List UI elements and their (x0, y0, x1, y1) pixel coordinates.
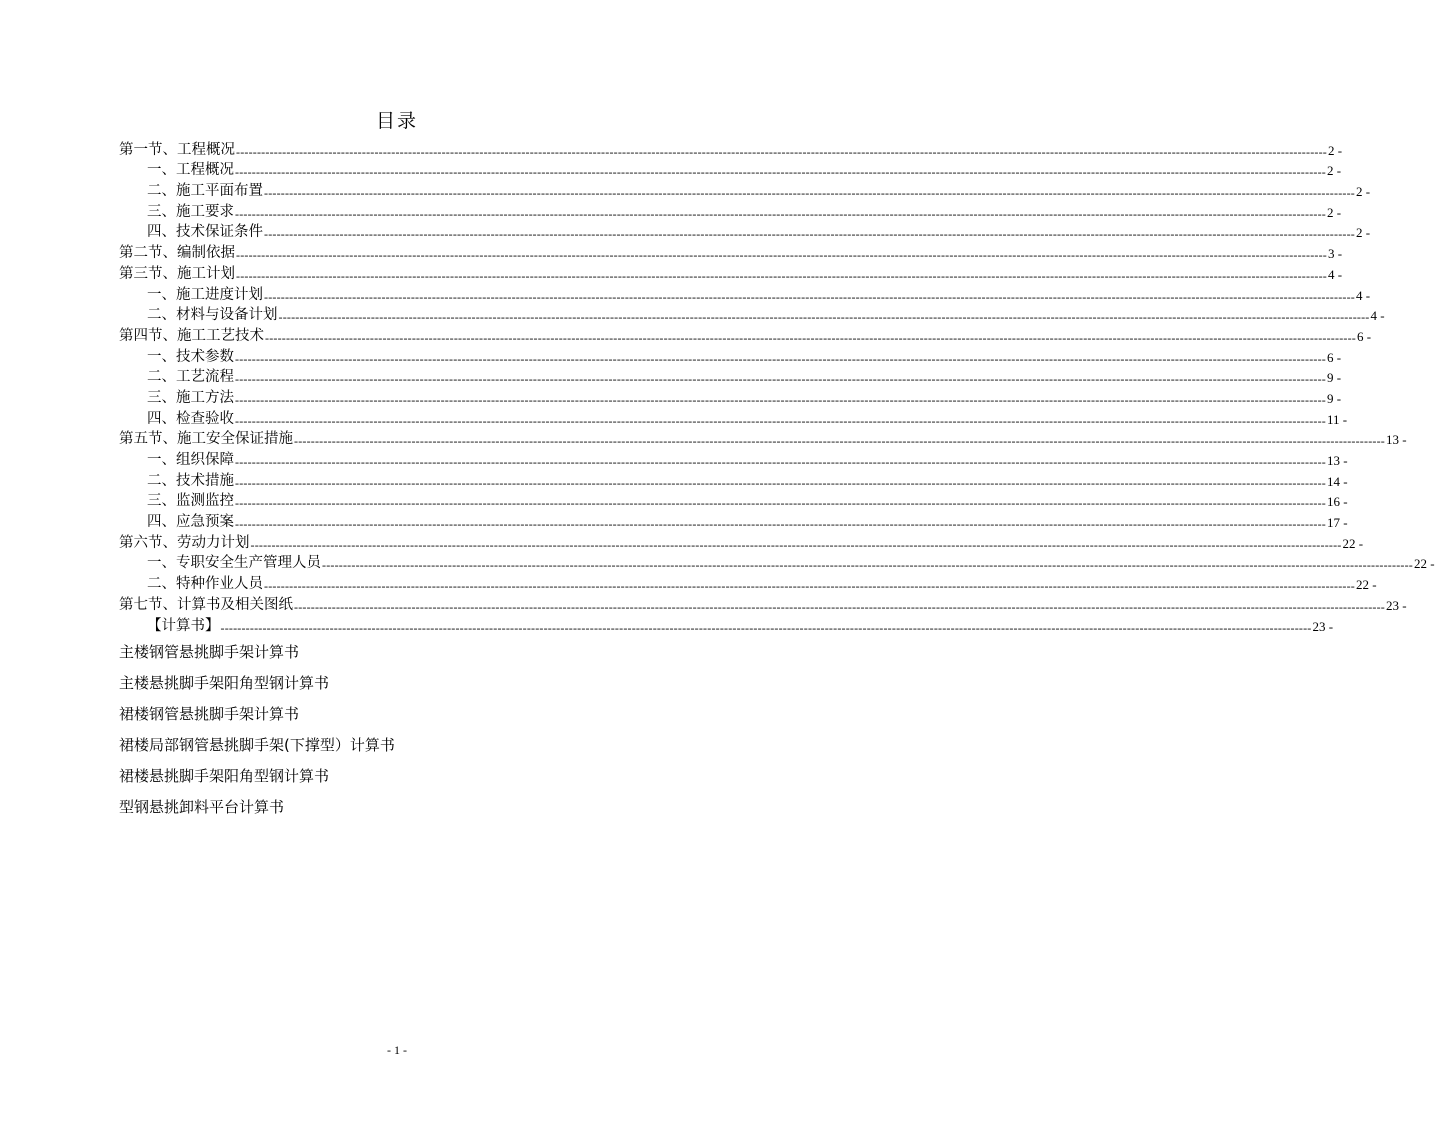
toc-leader-dashes: -------------------------------------------------------------------------------------------------------------------------------------------------------------------------------------------------------------------------------------------------------------------- (236, 144, 1327, 159)
toc-entry-page: 17 - (1326, 515, 1348, 531)
calculation-item: 裙楼局部钢管悬挑脚手架(下撑型）计算书 (119, 736, 395, 754)
table-of-contents (119, 139, 1435, 636)
calculation-item: 裙楼钢管悬挑脚手架计算书 (119, 705, 300, 723)
toc-entry-page: 16 - (1326, 494, 1348, 510)
toc-entry[interactable] (119, 573, 1377, 594)
toc-entry-label: 【计算书】 (147, 617, 220, 634)
toc-entry-page: 2 - (1355, 184, 1371, 200)
toc-entry[interactable] (119, 408, 1348, 429)
toc-entry-page: 6 - (1326, 349, 1342, 365)
toc-entry-label: 三、施工要求 (147, 203, 234, 220)
toc-entry[interactable] (119, 346, 1342, 367)
toc-entry[interactable] (119, 615, 1334, 636)
toc-entry-page: 22 - (1355, 577, 1377, 593)
toc-leader-dashes: -------------------------------------------------------------------------------------------------------------------------------------------------------------------------------------------------------------------------------------------------------------------- (294, 434, 1385, 449)
toc-entry[interactable] (119, 553, 1435, 574)
toc-entry[interactable] (119, 325, 1372, 346)
toc-entry[interactable] (119, 305, 1385, 326)
toc-entry[interactable] (119, 180, 1371, 201)
toc-entry-label: 四、应急预案 (147, 514, 234, 531)
toc-leader-dashes: -------------------------------------------------------------------------------------------------------------------------------------------------------------------------------------------------------------------------------------------------------------------- (264, 289, 1355, 304)
toc-entry-page: 13 - (1385, 432, 1407, 448)
toc-leader-dashes: -------------------------------------------------------------------------------------------------------------------------------------------------------------------------------------------------------------------------------------------------------------------- (250, 537, 1342, 552)
toc-entry-label: 一、施工进度计划 (147, 286, 263, 303)
toc-entry-page: 4 - (1370, 308, 1385, 324)
toc-entry-page: 3 - (1327, 246, 1343, 262)
toc-entry[interactable] (119, 387, 1342, 408)
toc-entry-page: 6 - (1356, 328, 1372, 344)
toc-entry-label: 第四节、施工工艺技术 (119, 327, 264, 344)
toc-entry-label: 二、工艺流程 (147, 369, 234, 386)
toc-entry-label: 第二节、编制依据 (119, 245, 235, 262)
toc-entry[interactable] (119, 284, 1371, 305)
toc-entry-page: 4 - (1327, 266, 1343, 282)
calculation-item: 裙楼悬挑脚手架阳角型钢计算书 (119, 767, 330, 785)
toc-leader-dashes: -------------------------------------------------------------------------------------------------------------------------------------------------------------------------------------------------------------------------------------------------------------------- (264, 227, 1355, 242)
toc-entry-label: 二、材料与设备计划 (147, 307, 278, 324)
toc-entry-label: 二、技术措施 (147, 472, 234, 489)
toc-entry-label: 四、技术保证条件 (147, 224, 263, 241)
toc-entry[interactable] (119, 511, 1348, 532)
toc-leader-dashes: -------------------------------------------------------------------------------------------------------------------------------------------------------------------------------------------------------------------------------------------------------------------- (236, 268, 1327, 283)
toc-leader-dashes: -------------------------------------------------------------------------------------------------------------------------------------------------------------------------------------------------------------------------------------------------------------------- (235, 475, 1326, 490)
toc-entry-page: 2 - (1327, 142, 1343, 158)
toc-leader-dashes: -------------------------------------------------------------------------------------------------------------------------------------------------------------------------------------------------------------------------------------------------------------------- (220, 620, 1312, 635)
toc-entry-label: 一、工程概况 (147, 162, 234, 179)
toc-entry[interactable] (119, 222, 1371, 243)
toc-entry-page: 2 - (1326, 163, 1342, 179)
toc-entry-page: 23 - (1385, 597, 1407, 613)
toc-entry-label: 二、施工平面布置 (147, 183, 263, 200)
toc-leader-dashes: -------------------------------------------------------------------------------------------------------------------------------------------------------------------------------------------------------------------------------------------------------------------- (235, 517, 1326, 532)
toc-leader-dashes: -------------------------------------------------------------------------------------------------------------------------------------------------------------------------------------------------------------------------------------------------------------------- (235, 165, 1326, 180)
toc-entry-page: 11 - (1326, 411, 1348, 427)
toc-entry-label: 一、专职安全生产管理人员 (147, 555, 321, 572)
toc-entry-label: 第五节、施工安全保证措施 (119, 431, 293, 448)
calculation-item: 主楼悬挑脚手架阳角型钢计算书 (119, 674, 330, 692)
toc-leader-dashes: -------------------------------------------------------------------------------------------------------------------------------------------------------------------------------------------------------------------------------------------------------------------- (235, 206, 1326, 221)
toc-leader-dashes: -------------------------------------------------------------------------------------------------------------------------------------------------------------------------------------------------------------------------------------------------------------------- (264, 579, 1355, 594)
toc-entry[interactable] (119, 594, 1407, 615)
toc-entry[interactable] (119, 242, 1343, 263)
toc-entry[interactable] (119, 160, 1342, 181)
page-number: - 1 - (387, 1043, 407, 1057)
toc-entry[interactable] (119, 491, 1348, 512)
toc-entry-page: 13 - (1326, 453, 1348, 468)
toc-entry[interactable] (119, 201, 1342, 222)
toc-leader-dashes: -------------------------------------------------------------------------------------------------------------------------------------------------------------------------------------------------------------------------------------------------------------------- (294, 599, 1385, 614)
toc-leader-dashes: -------------------------------------------------------------------------------------------------------------------------------------------------------------------------------------------------------------------------------------------------------------------- (322, 558, 1413, 573)
toc-leader-dashes: -------------------------------------------------------------------------------------------------------------------------------------------------------------------------------------------------------------------------------------------------------------------- (235, 413, 1326, 428)
toc-leader-dashes: -------------------------------------------------------------------------------------------------------------------------------------------------------------------------------------------------------------------------------------------------------------------- (235, 392, 1326, 407)
toc-entry[interactable] (119, 139, 1343, 160)
toc-entry-page: 4 - (1355, 287, 1371, 303)
toc-entry-page: 23 - (1312, 618, 1334, 634)
toc-entry-page: 22 - (1342, 535, 1364, 551)
toc-leader-dashes: -------------------------------------------------------------------------------------------------------------------------------------------------------------------------------------------------------------------------------------------------------------------- (278, 310, 1370, 325)
toc-entry-page: 2 - (1355, 225, 1371, 241)
toc-entry-label: 第一节、工程概况 (119, 141, 235, 158)
toc-entry-label: 三、监测监控 (147, 493, 234, 510)
calculation-list (119, 642, 395, 828)
calculation-item: 主楼钢管悬挑脚手架计算书 (119, 643, 300, 661)
toc-entry-page: 9 - (1326, 370, 1342, 386)
toc-leader-dashes: -------------------------------------------------------------------------------------------------------------------------------------------------------------------------------------------------------------------------------------------------------------------- (235, 351, 1326, 366)
toc-entry[interactable] (119, 470, 1348, 491)
toc-entry-label: 第三节、施工计划 (119, 265, 235, 282)
toc-leader-dashes: -------------------------------------------------------------------------------------------------------------------------------------------------------------------------------------------------------------------------------------------------------------------- (264, 186, 1355, 201)
toc-entry-page: 9 - (1326, 390, 1342, 406)
toc-leader-dashes: -------------------------------------------------------------------------------------------------------------------------------------------------------------------------------------------------------------------------------------------------------------------- (265, 330, 1356, 345)
toc-entry-label: 第七节、计算书及相关图纸 (119, 596, 293, 613)
toc-entry[interactable] (119, 449, 1348, 470)
toc-entry-page: 22 - (1413, 556, 1435, 572)
toc-entry-page: 2 - (1326, 204, 1342, 220)
toc-entry[interactable] (119, 532, 1364, 553)
toc-entry-label: 一、组织保障 (147, 452, 234, 468)
toc-entry-label: 三、施工方法 (147, 389, 234, 406)
toc-entry[interactable] (119, 263, 1343, 284)
toc-leader-dashes: -------------------------------------------------------------------------------------------------------------------------------------------------------------------------------------------------------------------------------------------------------------------- (236, 248, 1327, 263)
toc-title: 目录 (375, 110, 418, 132)
toc-entry-label: 一、技术参数 (147, 348, 234, 365)
toc-leader-dashes: -------------------------------------------------------------------------------------------------------------------------------------------------------------------------------------------------------------------------------------------------------------------- (235, 455, 1326, 469)
calculation-item: 型钢悬挑卸料平台计算书 (119, 798, 285, 816)
toc-entry[interactable] (119, 429, 1407, 450)
toc-entry[interactable] (119, 367, 1342, 388)
toc-entry-page: 14 - (1326, 473, 1348, 489)
toc-entry-label: 二、特种作业人员 (147, 576, 263, 593)
toc-entry-label: 第六节、劳动力计划 (119, 534, 250, 551)
toc-entry-label: 四、检查验收 (147, 410, 234, 427)
toc-leader-dashes: -------------------------------------------------------------------------------------------------------------------------------------------------------------------------------------------------------------------------------------------------------------------- (235, 496, 1326, 511)
toc-leader-dashes: -------------------------------------------------------------------------------------------------------------------------------------------------------------------------------------------------------------------------------------------------------------------- (235, 372, 1326, 387)
